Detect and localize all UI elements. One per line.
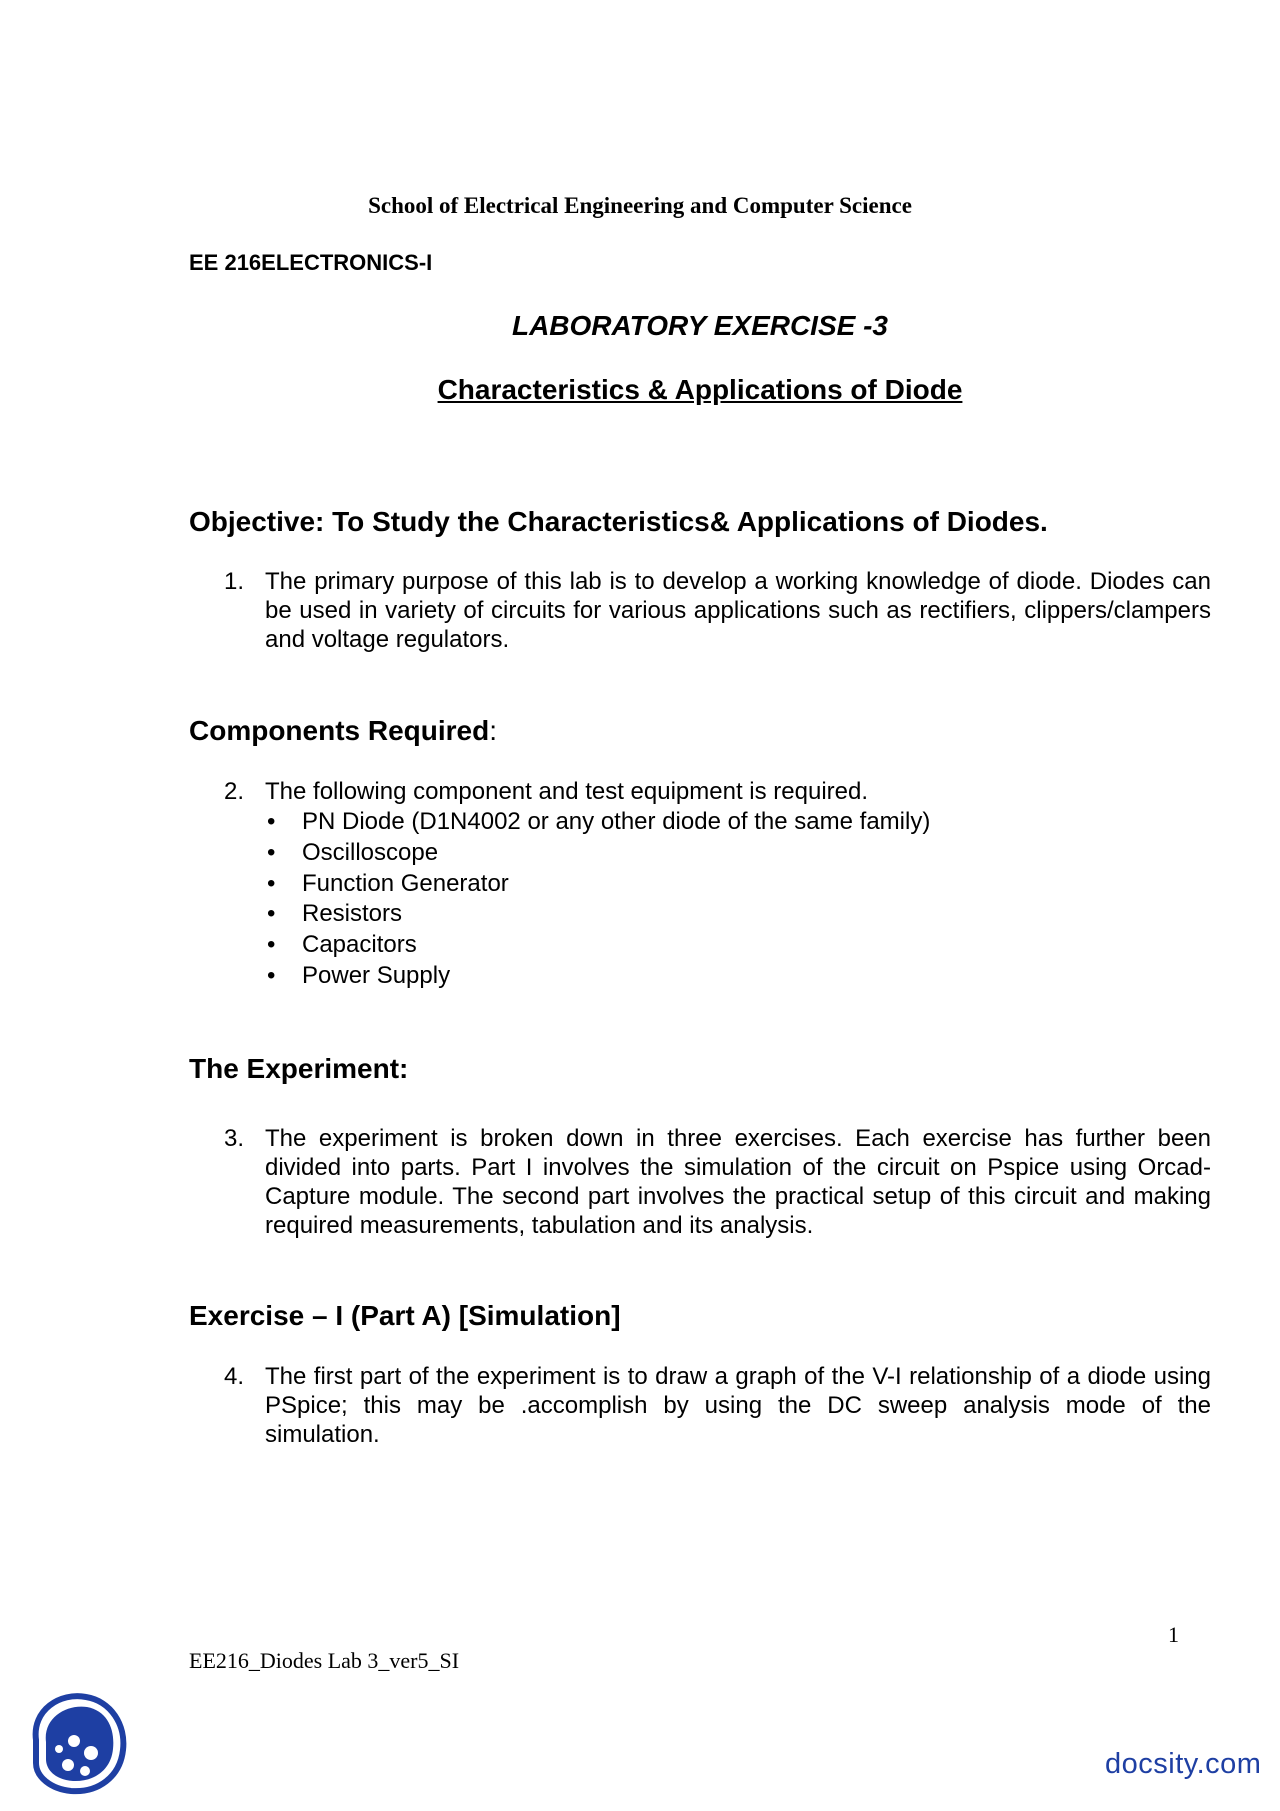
list-item-text: Capacitors <box>302 931 417 959</box>
item-number: 3. <box>224 1125 245 1152</box>
bullet-icon: • <box>267 808 276 835</box>
experiment-item <box>189 1124 1211 1240</box>
docsity-brand-link[interactable]: docsity.com <box>1105 1748 1262 1780</box>
list-item <box>189 838 930 869</box>
exercise1-heading: Exercise – I (Part A) [Simulation] <box>189 1300 621 1331</box>
lab-title: LABORATORY EXERCISE -3 <box>511 310 888 341</box>
item-text: The experiment is broken down in three exercises. Each exercise has further been divided into parts. Part I involves the simulation of the circuit on Pspice using Orcad-Capture module. The second part involves the practical setup of this circuit and making required measurements, tabulation and its analysis. <box>265 1125 1211 1239</box>
components-heading <box>189 715 497 747</box>
list-item-text: PN Diode (D1N4002 or any other diode of the same family) <box>302 808 931 835</box>
components-heading-text: Components Required <box>189 715 490 746</box>
page-number: 1 <box>1168 1622 1179 1647</box>
objective-item <box>189 567 1211 654</box>
components-list <box>189 807 930 992</box>
list-item-text: Function Generator <box>302 869 509 897</box>
list-item <box>189 899 930 930</box>
bullet-icon: • <box>267 900 276 928</box>
item-number: 1. <box>224 568 245 595</box>
list-item <box>189 930 930 961</box>
item-text: The primary purpose of this lab is to develop a working knowledge of diode. Diodes can be used in variety of circuits for various applications such as rectifiers, clippers/clampers and voltage regulators. <box>265 568 1211 653</box>
exercise1-item <box>189 1362 1211 1449</box>
item-text: The following component and test equipment is required. <box>265 778 869 805</box>
list-item <box>189 869 930 900</box>
footer-doc-id: EE216_Diodes Lab 3_ver5_SI <box>189 1648 460 1673</box>
components-heading-colon: : <box>489 715 498 746</box>
bullet-icon: • <box>267 869 276 897</box>
lab-subtitle: Characteristics & Applications of Diode <box>437 374 963 405</box>
experiment-heading: The Experiment: <box>189 1053 409 1084</box>
item-number: 2. <box>224 778 245 805</box>
item-text: The first part of the experiment is to draw a graph of the V-I relationship of a diode using PSpice; this may be .accomplish by using the DC sweep analysis mode of the simulation. <box>265 1363 1211 1448</box>
bullet-icon: • <box>267 961 276 989</box>
objective-heading: Objective: To Study the Characteristics& Applications of Diodes. <box>189 506 1048 537</box>
item-number: 4. <box>224 1363 245 1390</box>
list-item-text: Resistors <box>302 900 403 928</box>
docsity-logo-icon[interactable] <box>16 1685 134 1799</box>
list-item-text: Oscilloscope <box>302 838 439 866</box>
list-item <box>189 807 930 838</box>
course-code: EE 216ELECTRONICS-I <box>189 250 433 275</box>
list-item <box>189 961 930 992</box>
school-name: School of Electrical Engineering and Computer Science <box>368 193 912 218</box>
bullet-icon: • <box>267 931 276 959</box>
list-item-text: Power Supply <box>302 961 451 989</box>
bullet-icon: • <box>267 838 276 866</box>
components-item <box>189 777 1211 806</box>
